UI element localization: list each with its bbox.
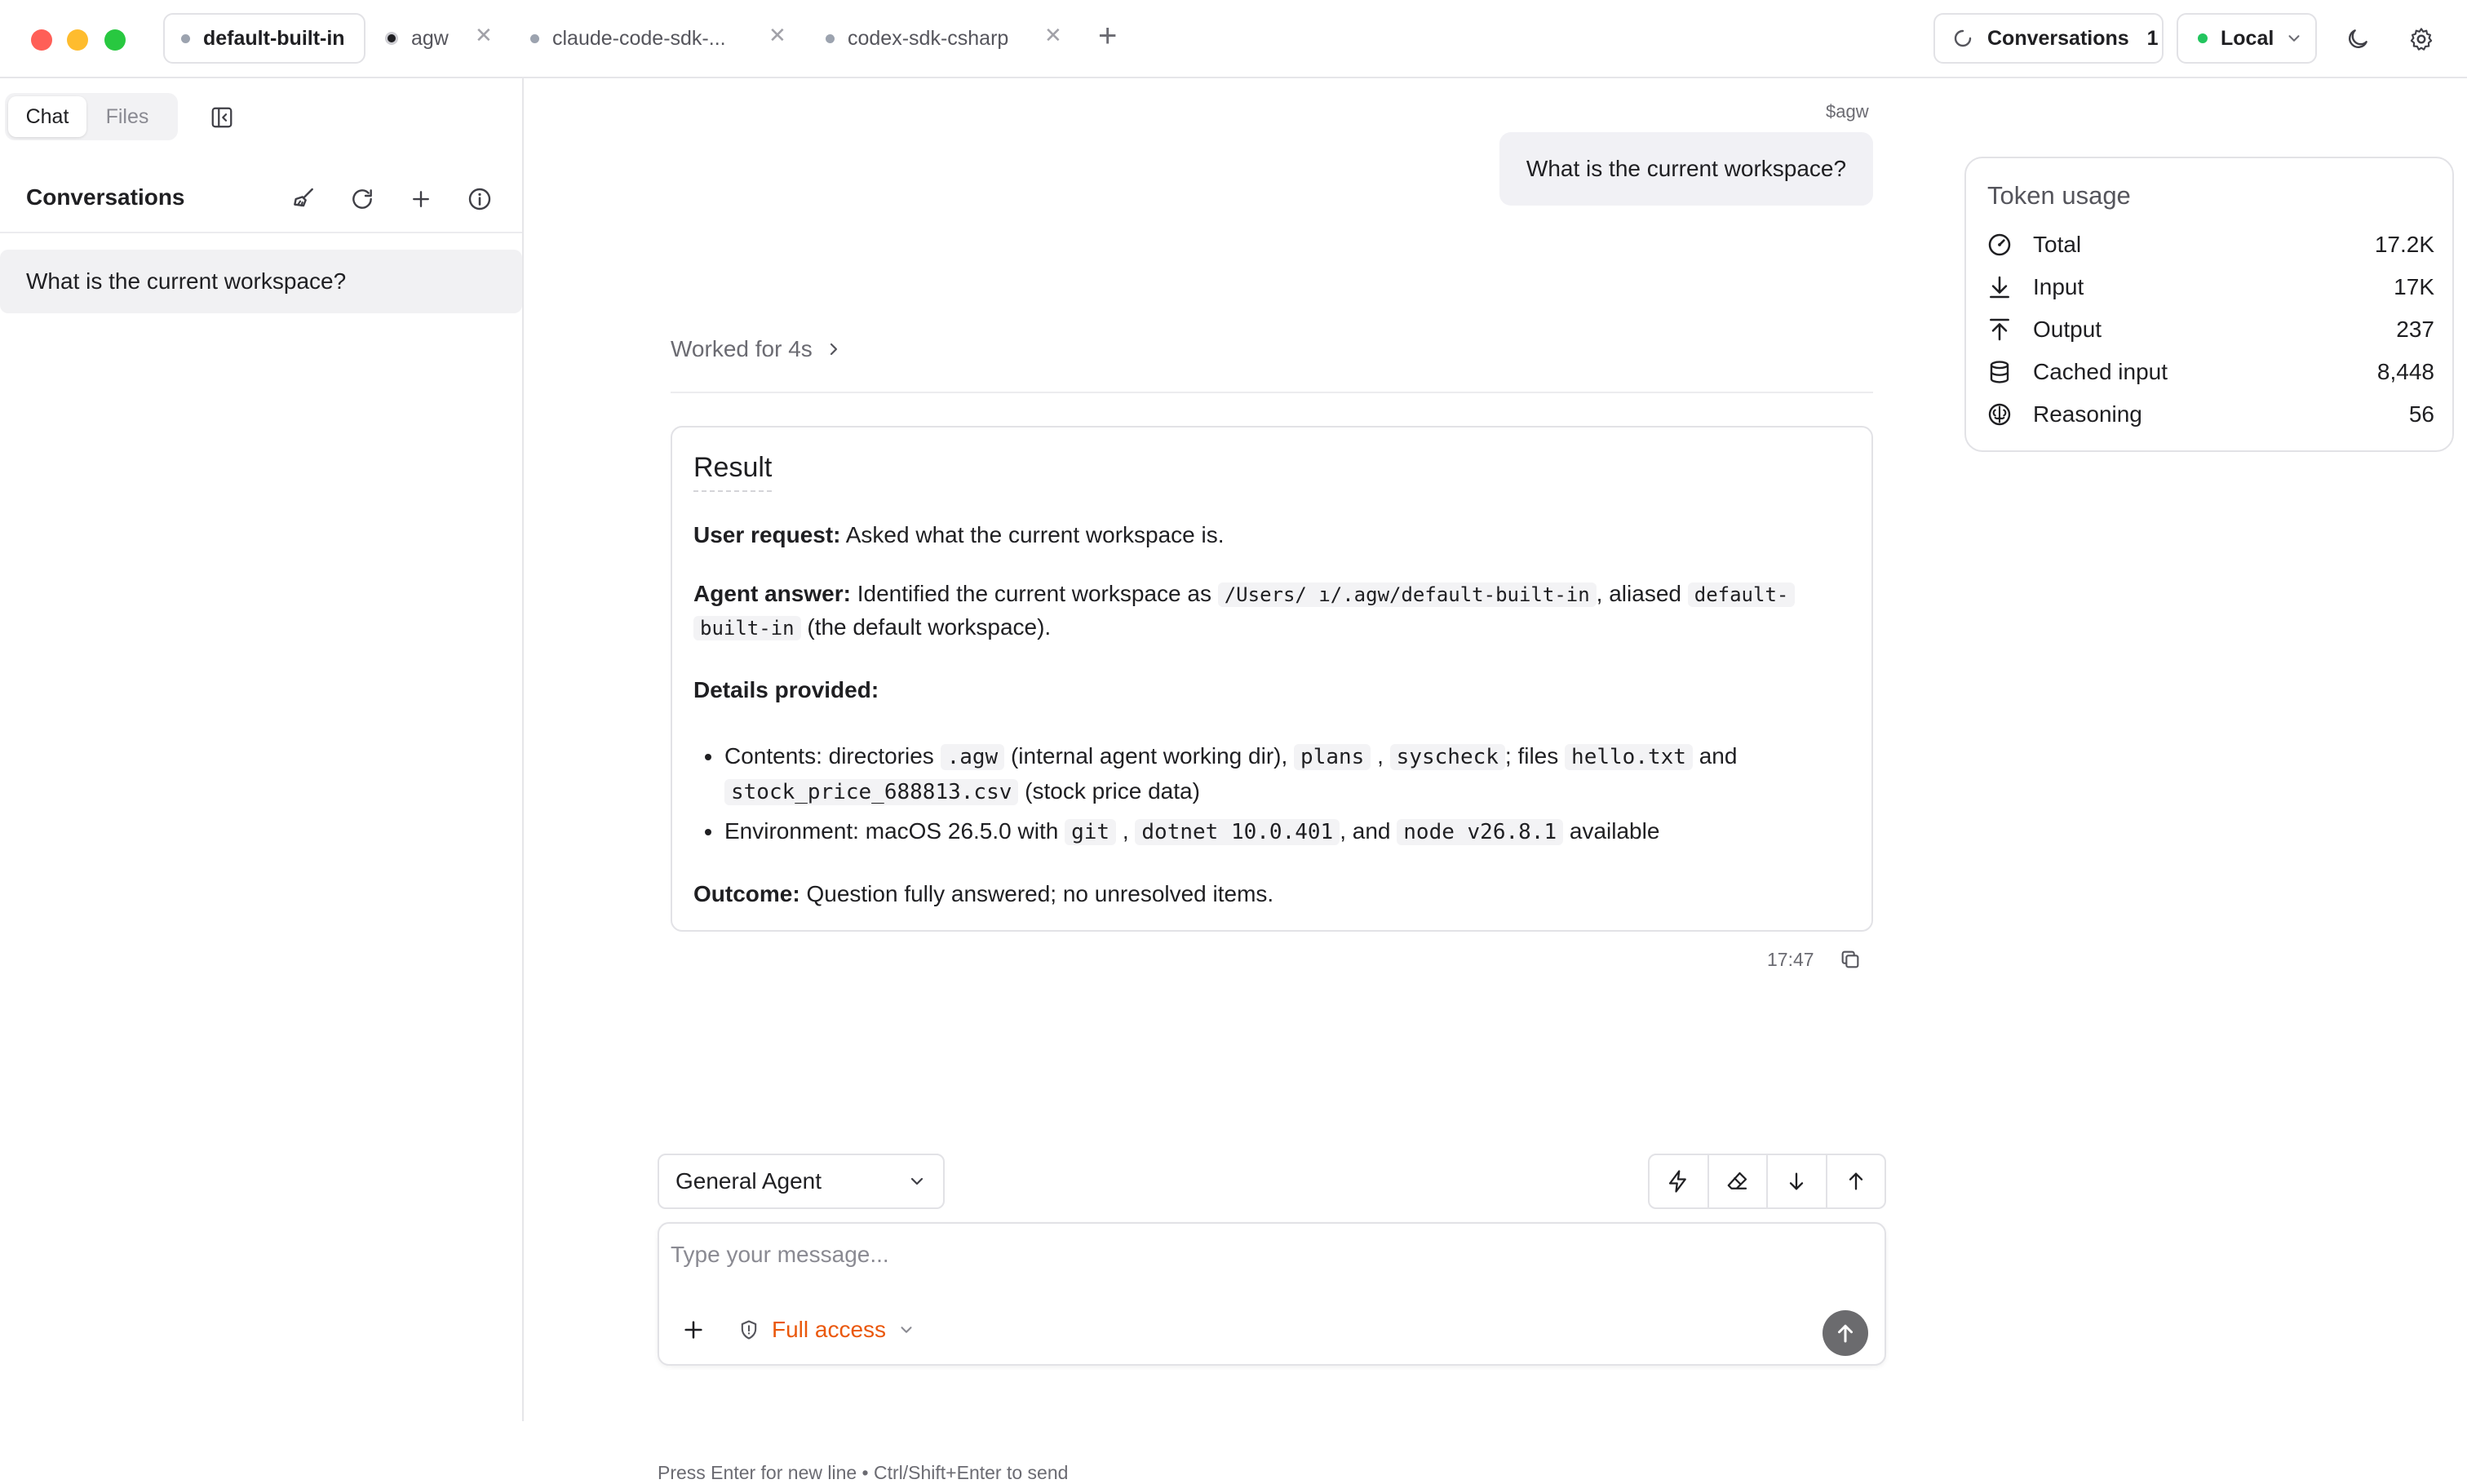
- access-level-select[interactable]: [737, 1317, 915, 1343]
- copy-icon[interactable]: [1839, 948, 1862, 971]
- outcome-label: Outcome:: [693, 881, 800, 906]
- chevron-right-icon: [824, 339, 844, 359]
- send-button[interactable]: [1823, 1310, 1868, 1356]
- close-window-button[interactable]: [31, 29, 52, 51]
- eraser-icon: [1725, 1169, 1750, 1194]
- sidebar-collapse-icon: [210, 105, 234, 130]
- detail-text: , and: [1340, 818, 1391, 844]
- conversations-title: Conversations: [26, 184, 185, 210]
- brain-icon: [1986, 401, 2013, 428]
- conversations-header: [0, 163, 522, 233]
- inline-code: dotnet 10.0.401: [1135, 819, 1340, 845]
- scroll-up-button[interactable]: [1827, 1155, 1885, 1207]
- inline-code: .agw: [941, 744, 1005, 770]
- arrow-up-icon: [1986, 316, 2013, 343]
- tab-default-built-in[interactable]: [163, 13, 365, 64]
- detail-text: ; files: [1504, 743, 1559, 769]
- arrow-down-icon: [1785, 1170, 1808, 1193]
- user-request-line: [693, 519, 1852, 552]
- gauge-icon: [1986, 231, 2013, 259]
- message-timestamp: 17:47: [1767, 948, 1814, 970]
- user-request-label: User request:: [693, 522, 841, 547]
- token-row-total: [1986, 228, 2434, 261]
- user-request-text: Asked what the current workspace is.: [845, 522, 1225, 547]
- agent-answer-line: [693, 578, 1852, 645]
- agent-answer-label: Agent answer:: [693, 581, 851, 606]
- info-icon: [467, 186, 493, 212]
- broom-icon: [290, 186, 317, 212]
- workspace-alias: default-: [1688, 583, 1796, 607]
- tab-claude-code-sdk[interactable]: [514, 13, 742, 64]
- status-dot: [2198, 33, 2208, 43]
- token-label: Total: [2033, 232, 2082, 257]
- environment-select[interactable]: [2177, 13, 2317, 64]
- tab-status-dot: [530, 34, 539, 43]
- outcome-line: [693, 878, 1852, 910]
- token-usage-title: Token usage: [1987, 181, 2131, 210]
- arrow-up-icon: [1845, 1170, 1867, 1193]
- message-meta: [1767, 948, 1862, 971]
- gear-icon: [2408, 26, 2434, 52]
- inline-code: hello.txt: [1565, 744, 1693, 770]
- message-input[interactable]: [671, 1237, 1862, 1273]
- agent-answer-text: Identified the current workspace as: [857, 581, 1211, 606]
- agent-answer-text: , aliased: [1596, 581, 1681, 606]
- conversations-button[interactable]: [1933, 13, 2164, 64]
- chevron-down-icon: [907, 1172, 927, 1191]
- detail-text: Contents: directories: [724, 743, 934, 769]
- shield-icon: [737, 1318, 760, 1341]
- details-list-item: Contents: directories .agw (internal agent working dir), plans , syscheck ; files hello.txt and stock_price_688813.csv (stock price data): [693, 739, 1852, 809]
- refresh-icon: [349, 186, 375, 212]
- minimize-window-button[interactable]: [67, 29, 88, 51]
- token-row-reasoning: [1986, 398, 2434, 431]
- worked-toggle[interactable]: [671, 336, 844, 362]
- theme-toggle-button[interactable]: [2341, 23, 2374, 55]
- divider: [671, 392, 1873, 393]
- arrow-down-icon: [1986, 273, 2013, 301]
- environment-label: Local: [2221, 26, 2274, 50]
- token-row-cached-input: [1986, 356, 2434, 388]
- user-message-bubble: What is the current workspace?: [1499, 132, 1873, 206]
- tab-codex-sdk-csharp[interactable]: [809, 13, 1025, 64]
- token-label: Cached input: [2033, 359, 2168, 384]
- info-button[interactable]: [463, 183, 496, 215]
- conversations-label: Conversations: [1987, 26, 2129, 50]
- loading-icon: [1953, 29, 1973, 48]
- tab-label: claude-code-sdk-...: [552, 26, 726, 50]
- plus-icon: [680, 1317, 706, 1343]
- details-list-item: Environment: macOS 26.5.0 with git , dotnet 10.0.401 , and node v26.8.1 available: [693, 814, 1852, 849]
- result-title: Result: [693, 452, 772, 492]
- chevron-down-icon: [2285, 29, 2303, 47]
- detail-text: (stock price data): [1025, 778, 1200, 804]
- detail-text: Environment: macOS 26.5.0 with: [724, 818, 1059, 844]
- plus-icon: [409, 187, 433, 211]
- token-label: Input: [2033, 274, 2084, 299]
- tab-status-dot: [385, 32, 398, 45]
- maximize-window-button[interactable]: [104, 29, 126, 51]
- details-label: Details provided:: [693, 677, 879, 702]
- settings-button[interactable]: [2405, 23, 2438, 55]
- result-card: [671, 426, 1873, 932]
- sidebar-segment-control: [5, 93, 178, 140]
- token-row-output: [1986, 313, 2434, 346]
- chat-main: [525, 78, 2467, 1483]
- workspace-path: /Users/ ı/.agw/default-built-in: [1218, 583, 1597, 607]
- worked-label: Worked for 4s: [671, 336, 813, 361]
- arrow-up-icon: [1833, 1321, 1858, 1345]
- inline-code: syscheck: [1390, 744, 1505, 770]
- workspace-alias: built-in: [693, 616, 801, 640]
- inline-code: git: [1065, 819, 1116, 845]
- collapse-sidebar-button[interactable]: [207, 103, 237, 132]
- token-value: 17.2K: [2374, 232, 2434, 257]
- access-label: Full access: [772, 1317, 887, 1342]
- user-tag: $agw: [1826, 101, 1869, 122]
- tab-label: agw: [411, 26, 449, 50]
- details-heading: [693, 674, 1852, 707]
- title-bar: [0, 0, 2467, 78]
- outcome-text: Question fully answered; no unresolved items.: [806, 881, 1274, 906]
- conversation-list-item[interactable]: What is the current workspace?: [0, 250, 522, 313]
- database-icon: [1986, 358, 2013, 386]
- tab-status-dot: [181, 34, 190, 43]
- token-row-input: [1986, 271, 2434, 303]
- close-tab-icon[interactable]: ✕: [768, 23, 786, 47]
- composer-toolbar: [1648, 1154, 1886, 1209]
- composer-hint: Press Enter for new line • Ctrl/Shift+Enter to send: [658, 1462, 1069, 1483]
- detail-text: (internal agent working dir),: [1010, 743, 1288, 769]
- quick-action-button[interactable]: [1650, 1155, 1709, 1207]
- token-value: 56: [2408, 401, 2434, 427]
- token-value: 17K: [2394, 274, 2434, 299]
- detail-text: available: [1569, 818, 1660, 844]
- attach-button[interactable]: [677, 1313, 710, 1346]
- tab-agw[interactable]: [369, 13, 465, 64]
- tab-label: codex-sdk-csharp: [848, 26, 1009, 50]
- refresh-button[interactable]: [346, 183, 379, 215]
- scroll-down-button[interactable]: [1768, 1155, 1827, 1207]
- chevron-down-icon: [897, 1321, 915, 1339]
- agent-select-label: General Agent: [675, 1168, 822, 1194]
- conversations-count: 1: [2146, 26, 2159, 50]
- sidebar: [0, 78, 524, 1421]
- inline-code: node v26.8.1: [1397, 819, 1563, 845]
- detail-text: and: [1699, 743, 1738, 769]
- tab-label: default-built-in: [203, 26, 345, 50]
- new-conversation-button[interactable]: [405, 183, 437, 215]
- agent-answer-text: (the default workspace).: [807, 614, 1052, 640]
- lightning-icon: [1666, 1169, 1690, 1194]
- message-composer: [658, 1222, 1886, 1366]
- token-label: Output: [2033, 317, 2102, 342]
- tab-files[interactable]: Files: [105, 104, 149, 128]
- token-value: 237: [2396, 317, 2434, 342]
- clear-button[interactable]: [1709, 1155, 1769, 1207]
- tab-status-dot: [826, 34, 835, 43]
- close-tab-icon[interactable]: ✕: [475, 23, 493, 47]
- clear-conversations-button[interactable]: [287, 183, 320, 215]
- token-label: Reasoning: [2033, 401, 2142, 427]
- token-value: 8,448: [2376, 359, 2434, 384]
- new-tab-icon[interactable]: +: [1098, 18, 1118, 54]
- moon-icon: [2345, 26, 2371, 52]
- tab-chat[interactable]: Chat: [8, 96, 86, 137]
- agent-select[interactable]: [658, 1154, 945, 1209]
- close-tab-icon[interactable]: ✕: [1044, 23, 1062, 47]
- inline-code: plans: [1294, 744, 1371, 770]
- token-usage-panel: [1964, 157, 2454, 452]
- inline-code: stock_price_688813.csv: [724, 779, 1018, 805]
